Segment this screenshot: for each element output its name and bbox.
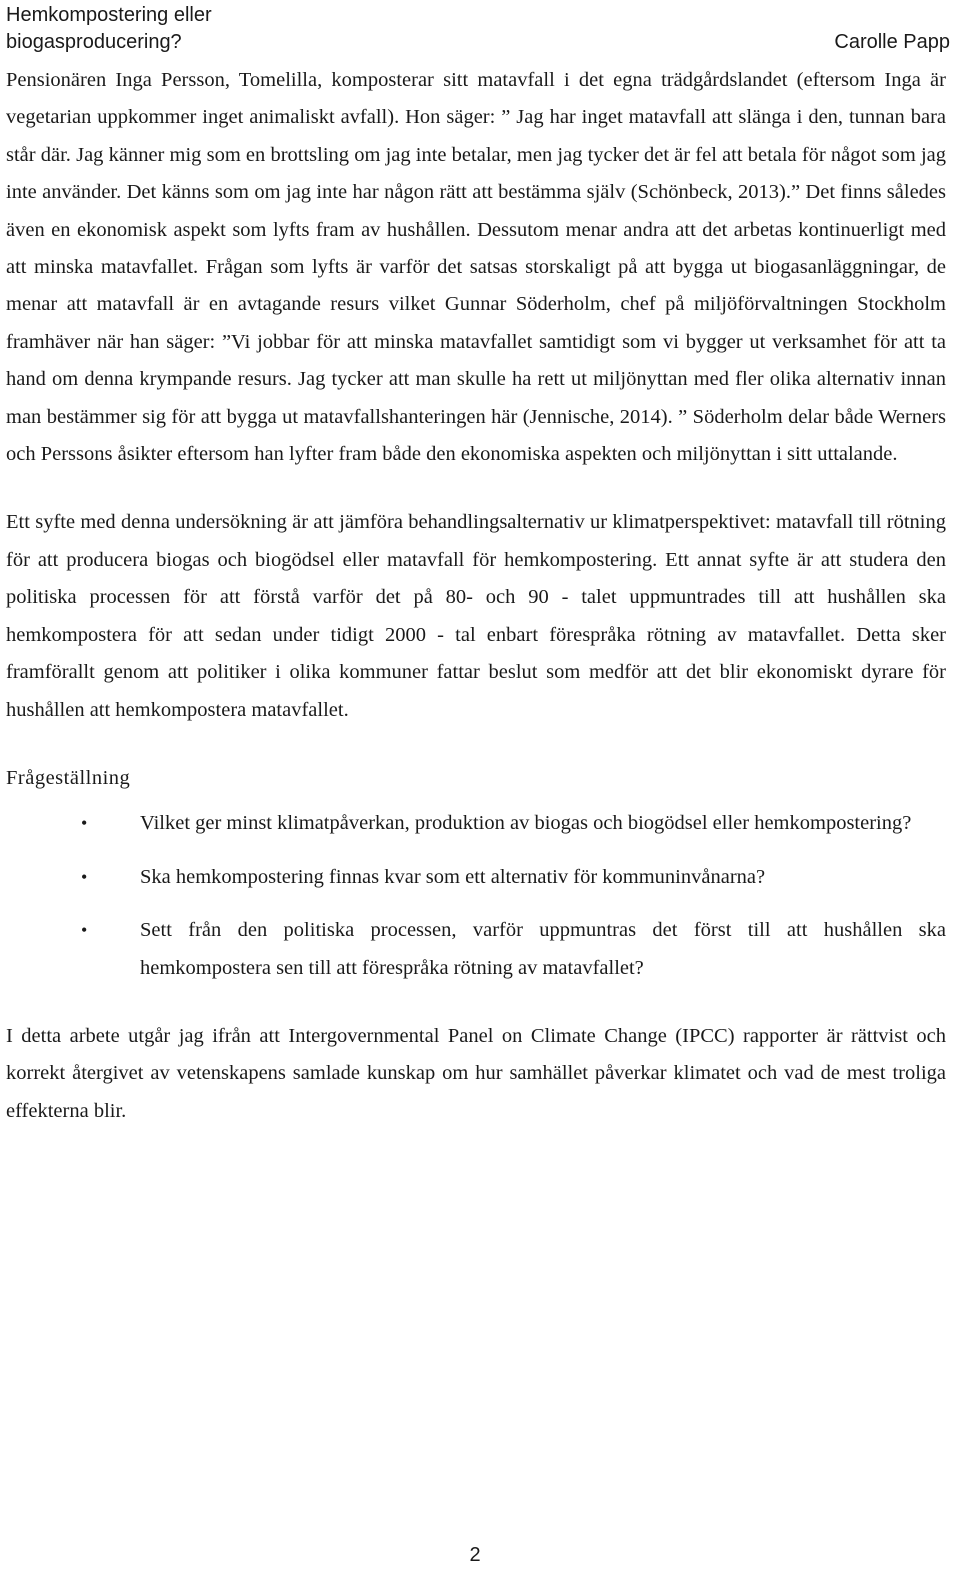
section-heading-research-questions: Frågeställning: [6, 766, 131, 789]
paragraph-ipcc: I detta arbete utgår jag ifrån att Intergovernmental Panel on Climate Change (IPCC) rapporter är rättvist och korrekt återgivet av vetenskapens samlade kunskap om hur samhället påverkar klimatet och vad de mest troliga effekterna blir.: [6, 1024, 946, 1122]
bullet-icon: •: [81, 920, 88, 941]
list-item: [6, 859, 946, 896]
document-body: [6, 62, 946, 1130]
page-header: [0, 0, 960, 62]
question-text: Sett från den politiska processen, varför uppmuntras det först till att hushållen ska hemkompostera sen till att förespråka rötning av matavfallet?: [140, 919, 946, 979]
paragraph-spacer: [6, 987, 946, 1018]
paragraph-purpose: Ett syfte med denna undersökning är att jämföra behandlingsalternativ ur klimatperspektivet: matavfall till rötning för att producera biogas och biogödsel eller matavfall för hemkompostering. Ett annat syfte är att studera den politiska processen för att förstå varför det på 80- och 90 - talet uppmuntrades till att hushållen ska hemkompostera för att sedan under tidigt 2000 - tal enbart förespråka rötning av matavfallet. Detta sker framförallt genom att politiker i olika kommuner fattar beslut som medför att det blir ekonomiskt dyrare för hushållen att hemkompostera matavfallet.: [6, 511, 946, 721]
document-title: Hemkompostering eller biogasproducering?: [6, 4, 212, 53]
page-number: 2: [469, 1544, 481, 1566]
author-name: Carolle Papp: [834, 31, 950, 53]
paragraph-spacer: [6, 729, 946, 760]
paragraph-quotes: Pensionären Inga Persson, Tomelilla, komposterar sitt matavfall i det egna trädgårdslandet (eftersom Inga är vegetarian uppkommer inget animaliskt avfall). Hon säger: ” Jag har inget matavfall att slänga i den, tunnan bara står där. Jag känner mig som en brottsling om jag inte betalar, men jag tycker det är fel att betala för något som jag inte använder. Det känns som om jag inte har någon rätt att bestämma själv (Schönbeck, 2013).” Det finns således även en ekonomisk aspekt som lyfts fram av hushållen. Dessutom menar andra att det arbetas kontinuerligt med att minska matavfallet. Frågan som lyfts är varför det satsas storskaligt på att bygga ut biogasanläggningar, de menar att matavfall är en avtagande resurs vilket Gunnar Söderholm, chef på miljöförvaltningen Stockholm framhäver när han säger: ”Vi jobbar för att minska matavfallet samtidigt som vi bygger ut verksamhet för att ta hand om denna krympande resurs. Jag tycker att man skulle ha rett ut miljönyttan med fler olika alternativ innan man bestämmer sig för att bygga ut matavfallshanteringen här (Jennische, 2014). ” Söderholm delar både Werners och Perssons åsikter eftersom han lyfter fram både den ekonomiska aspekten och miljönyttan i sitt uttalande.: [6, 69, 946, 466]
question-text: Vilket ger minst klimatpåverkan, produktion av biogas och biogödsel eller hemkompostering?: [140, 812, 912, 835]
bullet-icon: •: [81, 866, 88, 887]
list-spacer: [6, 843, 946, 859]
list-item: [6, 912, 946, 987]
bullet-icon: •: [81, 813, 88, 834]
research-questions-list: [6, 805, 946, 987]
list-item: [6, 805, 946, 842]
question-text: Ska hemkompostering finnas kvar som ett alternativ för kommuninvånarna?: [140, 865, 766, 888]
list-spacer: [6, 896, 946, 912]
paragraph-spacer: [6, 473, 946, 504]
